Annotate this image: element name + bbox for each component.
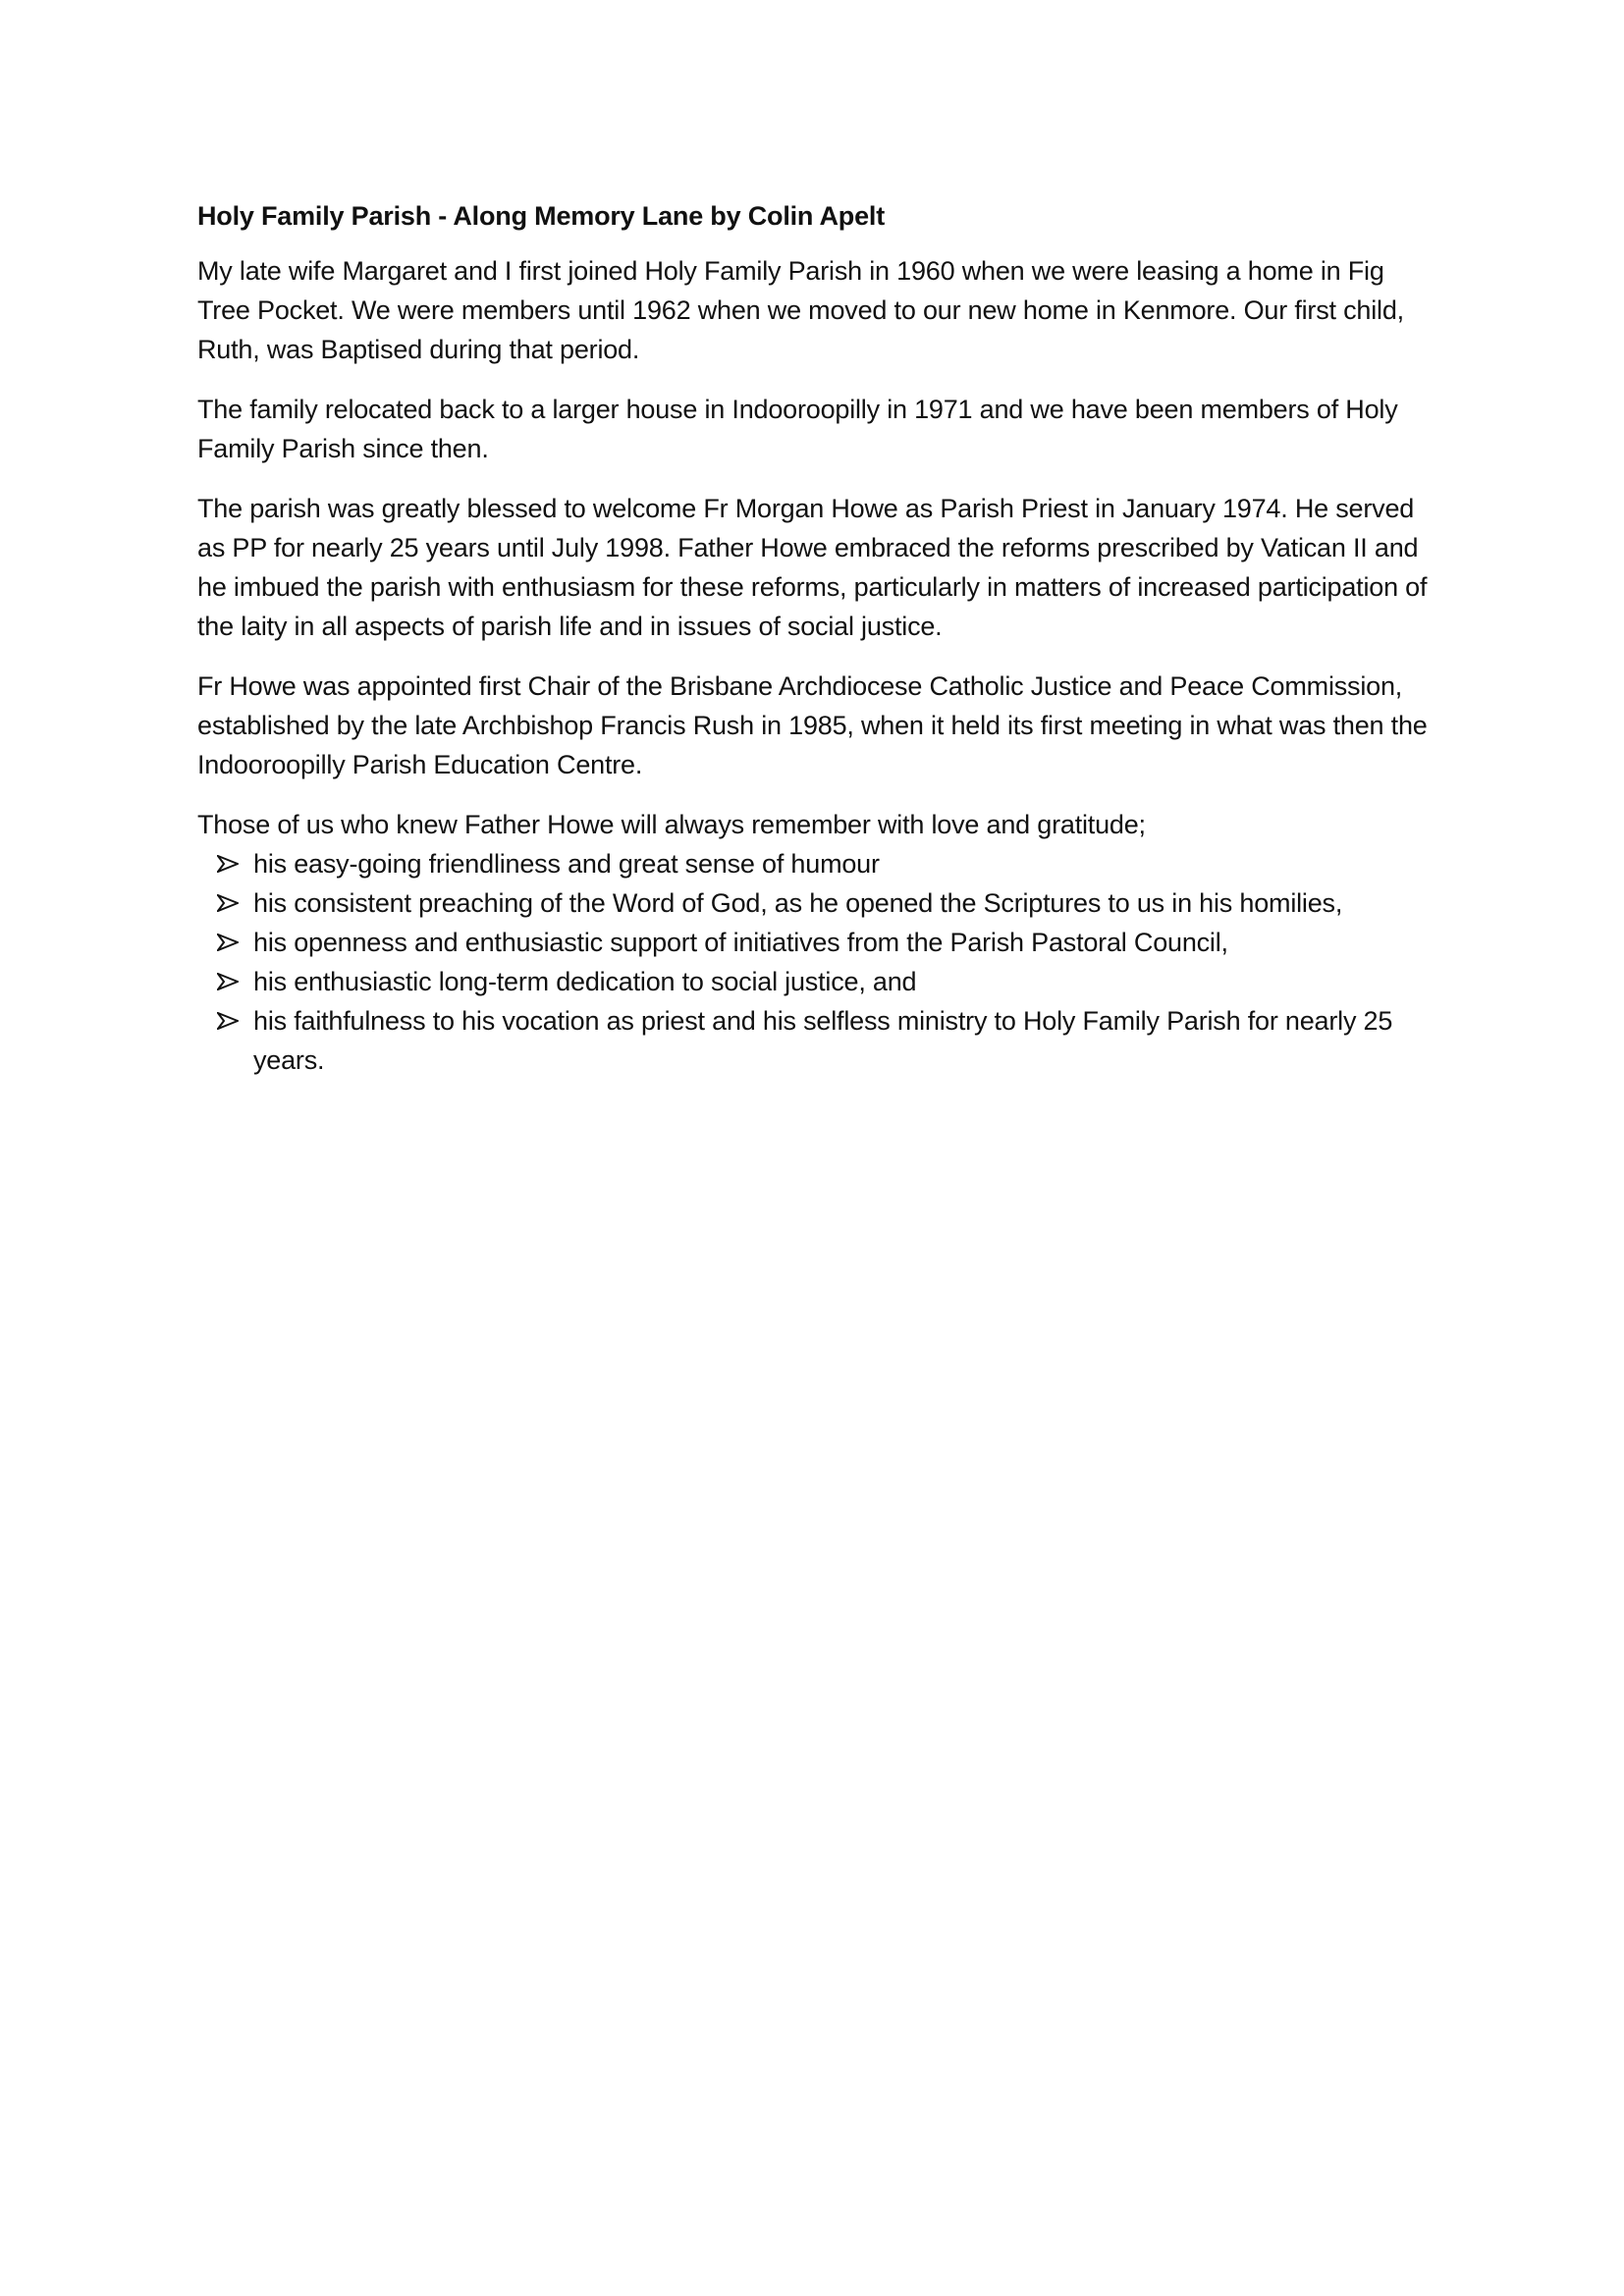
list-item <box>197 1001 1442 1080</box>
bullet-list <box>197 844 1442 1080</box>
list-intro: Those of us who knew Father Howe will always remember with love and gratitude; <box>197 810 1146 839</box>
arrowhead-bullet-icon <box>217 844 241 883</box>
list-item-text: his faithfulness to his vocation as priest and his selfless ministry to Holy Family Parish for nearly 25 years. <box>253 1006 1393 1075</box>
arrowhead-bullet-icon <box>217 1001 241 1041</box>
list-item-text: his easy-going friendliness and great sense of humour <box>253 849 880 879</box>
list-item-text: his consistent preaching of the Word of God, as he opened the Scriptures to us in his homilies, <box>253 888 1343 918</box>
list-item <box>197 844 1442 883</box>
arrowhead-bullet-icon <box>217 923 241 962</box>
arrowhead-bullet-icon <box>217 883 241 923</box>
list-item <box>197 923 1442 962</box>
document-title: Holy Family Parish - Along Memory Lane by Colin Apelt <box>197 201 886 231</box>
paragraph-1: My late wife Margaret and I first joined Holy Family Parish in 1960 when we were leasing a home in Fig Tree Pocket. We were members until 1962 when we moved to our new home in Kenmore. Our first child, Ruth, was Baptised during that period. <box>197 256 1404 364</box>
arrowhead-bullet-icon <box>217 962 241 1001</box>
list-item <box>197 883 1442 923</box>
list-item-text: his openness and enthusiastic support of initiatives from the Parish Pastoral Council, <box>253 928 1228 957</box>
list-item-text: his enthusiastic long-term dedication to social justice, and <box>253 967 917 996</box>
list-item <box>197 962 1442 1001</box>
paragraph-3: The parish was greatly blessed to welcome Fr Morgan Howe as Parish Priest in January 1974. He served as PP for nearly 25 years until July 1998. Father Howe embraced the reforms prescribed by Vatican II and he imbued the parish with enthusiasm for these reforms, particularly in matters of increased participation of the laity in all aspects of parish life and in issues of social justice. <box>197 494 1428 641</box>
paragraph-2: The family relocated back to a larger house in Indooroopilly in 1971 and we have been members of Holy Family Parish since then. <box>197 395 1398 463</box>
document-body <box>197 196 1442 1080</box>
paragraph-4: Fr Howe was appointed first Chair of the Brisbane Archdiocese Catholic Justice and Peace Commission, established by the late Archbishop Francis Rush in 1985, when it held its first meeting in what was then the Indooroopilly Parish Education Centre. <box>197 671 1428 779</box>
